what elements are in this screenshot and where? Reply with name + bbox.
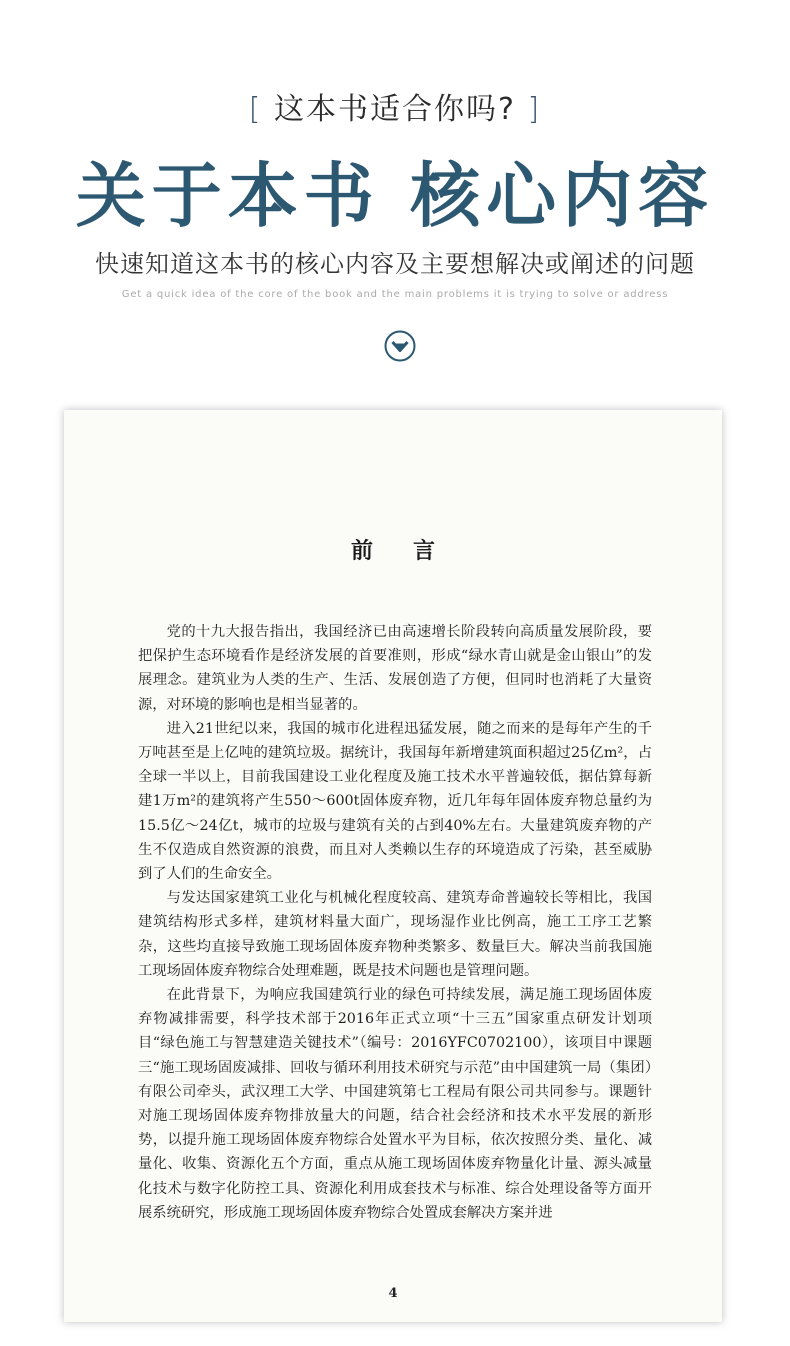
- paragraph: 与发达国家建筑工业化与机械化程度较高、建筑寿命普遍较长等相比，我国建筑结构形式多样，建筑材料量大面广，现场湿作业比例高，施工工序工艺繁杂，这些均直接导致施工现场固体废弃物种类繁多、数量巨大。解决当前我国施工现场固体废弃物综合处理难题，既是技术问题也是管理问题。: [138, 890, 652, 979]
- document-page: [64, 410, 722, 1322]
- header-subtitle-row: [0, 84, 790, 128]
- page-number: 4: [388, 1286, 398, 1301]
- paragraph: 党的十九大报告指出，我国经济已由高速增长阶段转向高质量发展阶段，要把保护生态环境看作是经济发展的首要准则，形成“绿水青山就是金山银山”的发展理念。建筑业为人类的生产、生活、发展创造了方便，但同时也消耗了大量资源，对环境的影响也是相当显著的。: [138, 624, 652, 713]
- bracket-left: [: [248, 92, 263, 127]
- header-title: 关于本书 核心内容: [75, 154, 715, 237]
- header-english: Get a quick idea of the core of the book and the main problems it is trying to solve or address: [121, 289, 669, 300]
- header-description: 快速知道这本书的核心内容及主要想解决或阐述的问题: [95, 250, 695, 278]
- document-body: [138, 620, 652, 1225]
- document-title: 前言: [350, 538, 475, 564]
- header-subtitle: 这本书适合你吗?: [274, 92, 516, 127]
- paragraph: 在此背景下，为响应我国建筑行业的绿色可持续发展，满足施工现场固体废弃物减排需要，科学技术部于2016年正式立项“十三五”国家重点研发计划项目“绿色施工与智慧建造关键技术”（编号：2016YFC0702100），该项目中课题三“施工现场固废减排、回收与循环利用技术研究与示范”由中国建筑一局（集团）有限公司牵头，武汉理工大学、中国建筑第七工程局有限公司共同参与。课题针对施工现场固体废弃物排放量大的问题，结合社会经济和技术水平发展的新形势，以提升施工现场固体废弃物综合处置水平为目标，依次按照分类、量化、减量化、收集、资源化五个方面，重点从施工现场固体废弃物量化计量、源头减量化技术与数字化防控工具、资源化利用成套技术与标准、综合处理设备等方面开展系统研究，形成施工现场固体废弃物综合处置成套解决方案并进: [138, 987, 652, 1221]
- paragraph: 进入21世纪以来，我国的城市化进程迅猛发展，随之而来的是每年产生的千万吨甚至是上亿吨的建筑垃圾。据统计，我国每年新增建筑面积超过25亿m²，占全球一半以上，目前我国建设工业化程度及施工技术水平普遍较低，据估算每新建1万m²的建筑将产生550～600t固体废弃物，近几年每年固体废弃物总量约为15.5亿～24亿t，城市的垃圾与建筑有关的占到40%左右。大量建筑废弃物的产生不仅造成自然资源的浪费，而且对人类赖以生存的环境造成了污染，甚至威胁到了人们的生命安全。: [138, 720, 652, 883]
- chevron-down-circle-icon: [384, 330, 416, 362]
- bracket-right: ]: [527, 92, 542, 127]
